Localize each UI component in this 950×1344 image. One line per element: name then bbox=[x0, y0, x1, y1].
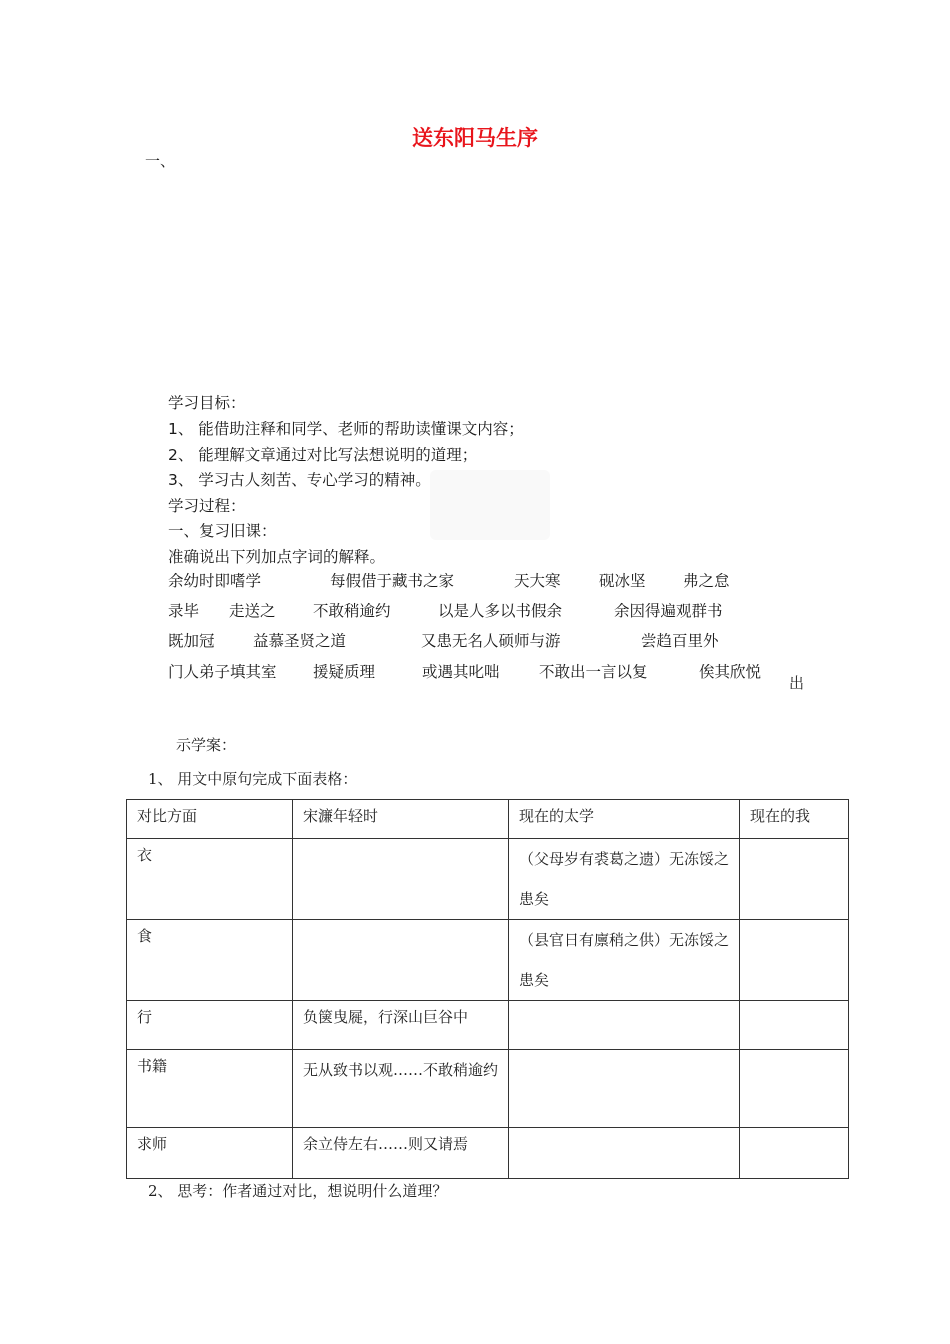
table-header: 现在的我 bbox=[740, 800, 849, 839]
table-cell: 行 bbox=[127, 1001, 293, 1050]
goals-heading: 学习目标： bbox=[168, 394, 246, 412]
vocab-item: 以是人多以书假余 bbox=[438, 602, 563, 620]
table-cell bbox=[740, 1001, 849, 1050]
task-1: 1、 用文中原句完成下面表格： bbox=[148, 770, 358, 788]
table-cell bbox=[740, 839, 849, 920]
table-cell: 求师 bbox=[127, 1128, 293, 1179]
table-cell: 无从致书以观……不敢稍逾约 bbox=[293, 1050, 509, 1128]
goal-item: 2、 能理解文章通过对比写法想说明的道理； bbox=[168, 446, 478, 464]
table-row bbox=[127, 1001, 849, 1050]
vocab-item: 益慕圣贤之道 bbox=[253, 632, 347, 650]
table-cell: 负箧曳屣，行深山巨谷中 bbox=[293, 1001, 509, 1050]
goal-item: 3、 学习古人刻苦、专心学习的精神。 bbox=[168, 471, 431, 489]
table-cell bbox=[293, 920, 509, 1001]
table-cell bbox=[740, 1128, 849, 1179]
table-cell: 衣 bbox=[127, 839, 293, 920]
task-2: 2、 思考：作者通过对比，想说明什么道理？ bbox=[148, 1182, 448, 1200]
vocab-item: 又患无名人硕师与游 bbox=[421, 632, 561, 650]
vocab-instruction: 准确说出下列加点字词的解释。 bbox=[168, 548, 386, 566]
process-heading: 学习过程： bbox=[168, 497, 246, 515]
table-cell: （父母岁有裘葛之遗）无冻馁之患矣 bbox=[509, 839, 740, 920]
goal-item: 1、 能借助注释和同学、老师的帮助读懂课文内容； bbox=[168, 420, 524, 438]
table-row bbox=[127, 839, 849, 920]
vocab-item: 弗之怠 bbox=[683, 572, 730, 590]
table-cell: （县官日有廪稍之供）无冻馁之患矣 bbox=[509, 920, 740, 1001]
vocab-item: 天大寒 bbox=[514, 572, 561, 590]
vocab-item: 门人弟子填其室 bbox=[168, 663, 277, 681]
table-cell: 食 bbox=[127, 920, 293, 1001]
table-cell: 书籍 bbox=[127, 1050, 293, 1128]
table-cell bbox=[293, 839, 509, 920]
vocab-item: 走送之 bbox=[229, 602, 276, 620]
table-cell bbox=[740, 1050, 849, 1128]
table-cell: 余立侍左右……则又请焉 bbox=[293, 1128, 509, 1179]
table-cell bbox=[509, 1001, 740, 1050]
section-label: 示学案： bbox=[176, 736, 237, 754]
section-one-label: 一、 bbox=[145, 152, 176, 170]
vocab-item: 既加冠 bbox=[168, 632, 215, 650]
table-header: 现在的太学 bbox=[509, 800, 740, 839]
table-row bbox=[127, 1050, 849, 1128]
vocab-item: 余幼时即嗜学 bbox=[168, 572, 262, 590]
table-row bbox=[127, 1128, 849, 1179]
vocab-item: 或遇其叱咄 bbox=[422, 663, 500, 681]
vocab-item: 余因得遍观群书 bbox=[614, 602, 723, 620]
vocab-item: 砚冰坚 bbox=[599, 572, 646, 590]
vocab-item: 每假借于藏书之家 bbox=[330, 572, 455, 590]
vocab-item: 尝趋百里外 bbox=[641, 632, 719, 650]
vocab-item: 录毕 bbox=[168, 602, 200, 620]
table-cell bbox=[509, 1128, 740, 1179]
faint-watermark bbox=[430, 470, 550, 540]
table-cell bbox=[509, 1050, 740, 1128]
page-title: 送东阳马生序 bbox=[412, 126, 538, 150]
stray-char: 出 bbox=[789, 674, 805, 692]
table-cell bbox=[740, 920, 849, 1001]
review-heading: 一、复习旧课： bbox=[168, 522, 277, 540]
table-header-row bbox=[127, 800, 849, 839]
table-header: 对比方面 bbox=[127, 800, 293, 839]
vocab-item: 援疑质理 bbox=[313, 663, 376, 681]
vocab-item: 不敢稍逾约 bbox=[313, 602, 391, 620]
vocab-item: 不敢出一言以复 bbox=[539, 663, 648, 681]
comparison-table bbox=[126, 799, 849, 1179]
vocab-item: 俟其欣悦 bbox=[699, 663, 762, 681]
table-header: 宋濂年轻时 bbox=[293, 800, 509, 839]
table-row bbox=[127, 920, 849, 1001]
